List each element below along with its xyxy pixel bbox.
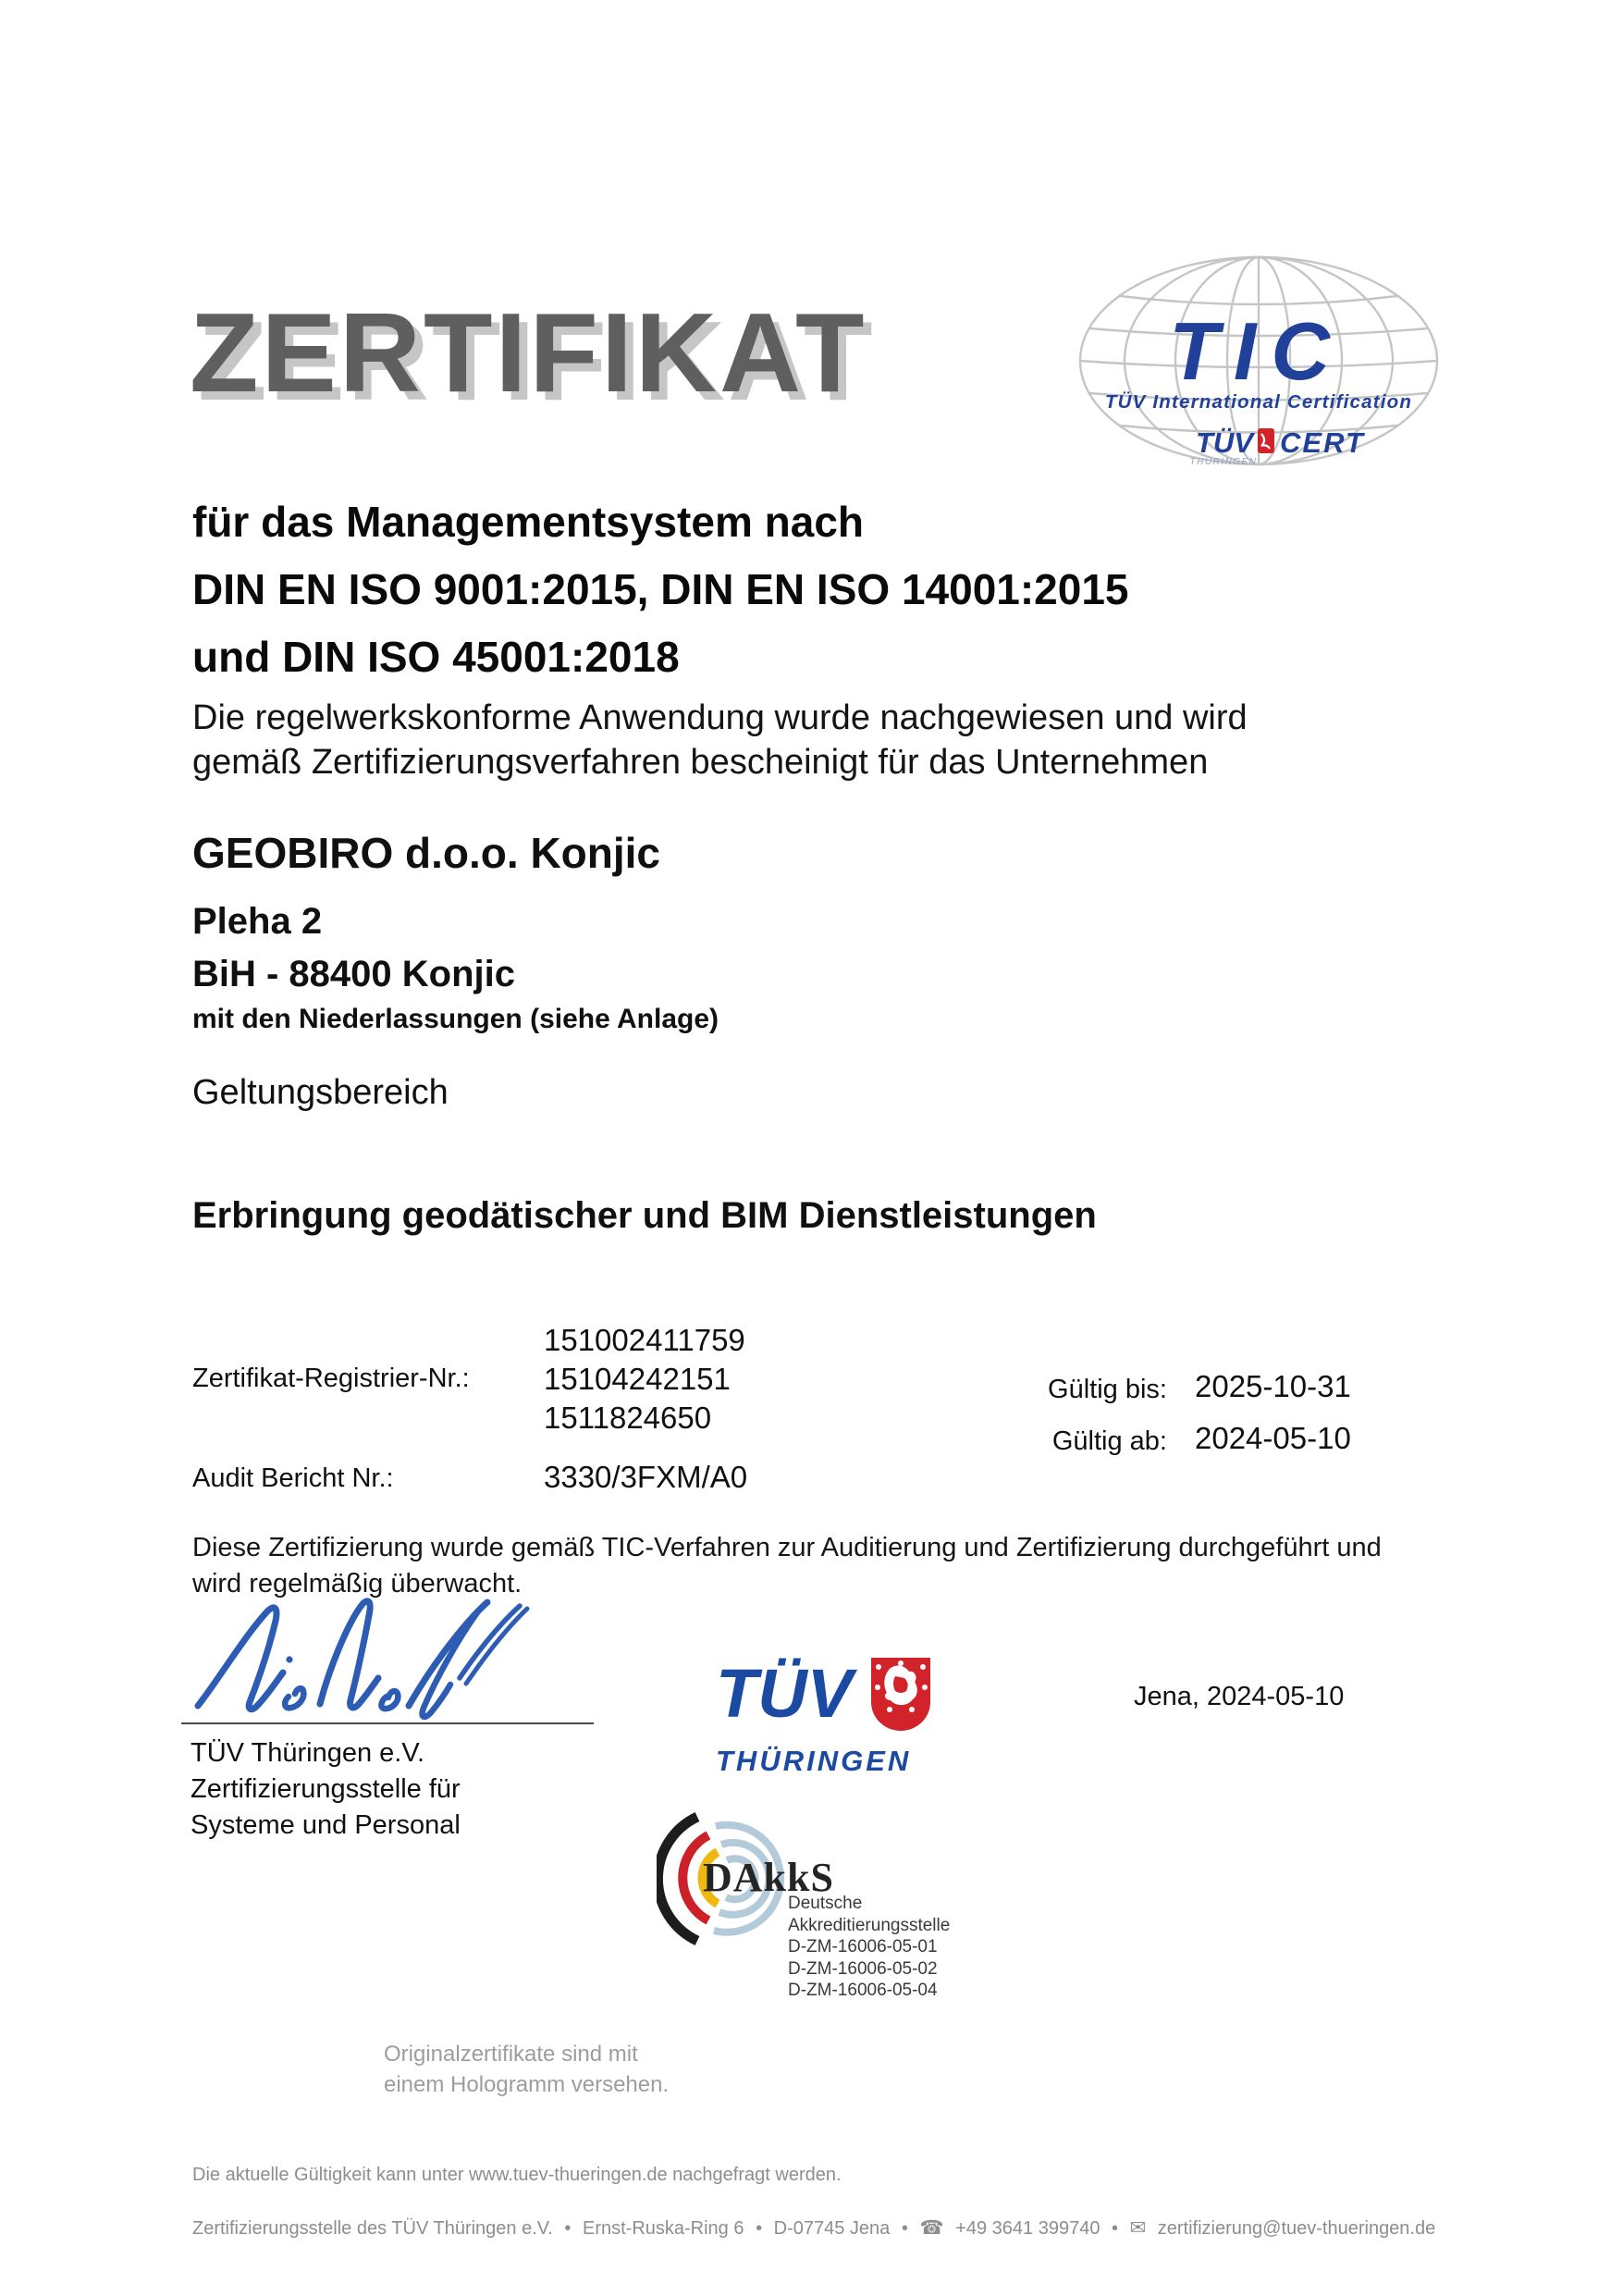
hologram-note-line: einem Hologramm versehen. (384, 2072, 670, 2097)
footer-validity-note: Die aktuelle Gültigkeit kann unter www.tuev-thueringen.de nachgefragt werden. (192, 2165, 842, 2185)
signature-icon (178, 1593, 621, 1727)
audit-report-label: Audit Bericht Nr.: (192, 1463, 394, 1493)
tic-cert-brand-text: TÜV (1196, 426, 1253, 459)
footer-contact-email: zertifizierung@tuev-thueringen.de (1157, 2218, 1436, 2239)
registration-number: 151002411759 (544, 1323, 745, 1357)
footer-contact-org: Zertifizierungsstelle des TÜV Thüringen e.V. (192, 2218, 553, 2239)
registration-number: 1511824650 (544, 1401, 712, 1435)
signatory-line: TÜV Thüringen e.V. (191, 1738, 425, 1768)
branch-note: mit den Niederlassungen (siehe Anlage) (192, 1004, 719, 1034)
statement-line: Diese Zertifizierung wurde gemäß TIC-Verfahren zur Auditierung und Zertifizierung durchgeführt und (192, 1533, 1382, 1562)
tic-subtitle-text: TÜV International Certification (1104, 391, 1413, 413)
dakks-subtitle-line: Akkreditierungsstelle (788, 1915, 951, 1935)
tic-abbr-text: TIC (1169, 305, 1345, 397)
audit-report-value: 3330/3FXM/A0 (544, 1460, 748, 1494)
company-address-line: BiH - 88400 Konjic (192, 954, 516, 994)
intro-heading (192, 488, 1129, 691)
bullet-separator: • (756, 2218, 763, 2239)
signatory-line: Systeme und Personal (191, 1810, 461, 1840)
intro-heading-line: für das Managementsystem nach (192, 498, 865, 546)
hologram-note-line: Originalzertifikate sind mit (384, 2042, 638, 2067)
dakks-accreditation-number: D-ZM-16006-05-04 (788, 1981, 938, 2000)
tic-cert-word-text: CERT (1280, 426, 1365, 459)
intro-paragraph-line: gemäß Zertifizierungsverfahren bescheinigt für das Unternehmen (192, 743, 1209, 782)
tuv-thueringen-logo (712, 1654, 976, 1779)
intro-heading-line: und DIN ISO 45001:2018 (192, 633, 680, 681)
dakks-wordmark: DAkkS (703, 1855, 834, 1900)
registration-label: Zertifikat-Registrier-Nr.: (192, 1364, 470, 1393)
scope-text: Erbringung geodätischer und BIM Dienstleistungen (192, 1195, 1097, 1236)
tic-cert-region-text: THÜRINGEN (1189, 457, 1258, 467)
certification-statement (192, 1530, 1382, 1602)
thuringia-shield-icon (871, 1658, 930, 1731)
dakks-text-block (788, 1893, 950, 2002)
bullet-separator: • (564, 2218, 572, 2239)
tuv-region-text: THÜRINGEN (716, 1745, 912, 1777)
signatory-block (191, 1735, 461, 1844)
footer-contact-city: D-07745 Jena (773, 2218, 891, 2239)
footer-contact-line (192, 2216, 1442, 2240)
tuv-cert-emblem-icon (1258, 428, 1274, 453)
validity-labels (925, 1364, 1167, 1467)
footer-contact-phone: +49 3641 399740 (955, 2218, 1100, 2239)
dakks-accreditation-number: D-ZM-16006-05-01 (788, 1937, 938, 1957)
valid-until-label: Gültig bis: (1048, 1375, 1167, 1404)
registration-number: 15104242151 (544, 1362, 731, 1396)
hologram-note (384, 2039, 669, 2100)
valid-until-value: 2025-10-31 (1195, 1369, 1351, 1403)
company-address-line: Pleha 2 (192, 901, 323, 942)
valid-from-value: 2024-05-10 (1195, 1421, 1351, 1455)
intro-paragraph-line: Die regelwerkskonforme Anwendung wurde nachgewiesen und wird (192, 698, 1248, 737)
signature-rule (181, 1722, 594, 1724)
registration-numbers (544, 1321, 745, 1438)
footer-contact-street: Ernst-Ruska-Ring 6 (582, 2218, 744, 2239)
phone-icon: ☎ (919, 2217, 944, 2239)
dakks-accreditation-number: D-ZM-16006-05-02 (788, 1958, 938, 1979)
validity-values (1195, 1361, 1351, 1464)
valid-from-label: Gültig ab: (1051, 1426, 1167, 1456)
certificate-title: ZERTIFIKAT (190, 290, 867, 415)
tic-logo (1076, 253, 1447, 474)
company-name: GEOBIRO d.o.o. Konjic (192, 829, 660, 877)
intro-heading-line: DIN EN ISO 9001:2015, DIN EN ISO 14001:2015 (192, 565, 1129, 613)
tuv-brand-text: TÜV (716, 1655, 853, 1732)
dakks-subtitle-line: Deutsche (788, 1894, 863, 1913)
scope-label: Geltungsbereich (192, 1073, 449, 1112)
statement-line: wird regelmäßig überwacht. (192, 1569, 523, 1599)
bullet-separator: • (1112, 2218, 1119, 2239)
company-address (192, 895, 515, 1001)
email-icon: ✉ (1129, 2217, 1147, 2239)
intro-paragraph (192, 696, 1248, 784)
bullet-separator: • (901, 2218, 908, 2239)
signatory-line: Zertifizierungsstelle für (191, 1774, 461, 1804)
issue-place-date: Jena, 2024-05-10 (1134, 1682, 1345, 1711)
